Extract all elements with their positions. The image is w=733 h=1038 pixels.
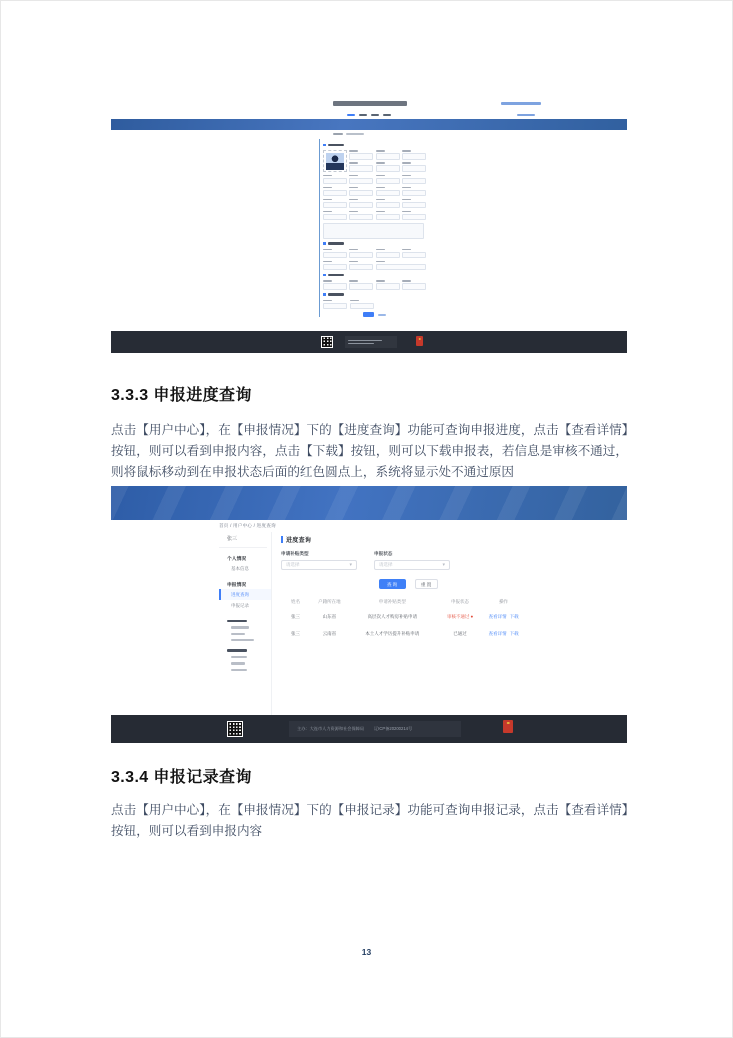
search-button[interactable]: 查询: [379, 579, 406, 589]
form-field[interactable]: [402, 199, 426, 209]
form-field[interactable]: [376, 187, 400, 197]
user-center-sidebar: [219, 532, 272, 715]
form-field[interactable]: [323, 261, 347, 271]
form-field[interactable]: [402, 150, 426, 160]
header-user-links[interactable]: [501, 102, 541, 105]
form-field[interactable]: [350, 300, 374, 310]
form-field[interactable]: [349, 249, 373, 259]
reset-button[interactable]: 重置: [415, 579, 438, 589]
section-body-334: 点击【用户中心】，在【申报情况】下的【申报记录】功能可查询申报记录，点击【查看详情】按钮，则可以看到申报内容: [111, 803, 628, 838]
form-field[interactable]: [376, 162, 400, 172]
cancel-link[interactable]: [378, 314, 386, 316]
submit-button[interactable]: [363, 312, 374, 317]
nav-user-center-link[interactable]: [517, 114, 535, 116]
section-heading-333: 3.3.3 申报进度查询: [111, 387, 252, 404]
status-dot-icon[interactable]: ●: [470, 613, 474, 619]
sidebar-item-declaration-records[interactable]: 申报记录: [231, 602, 249, 608]
sidebar-username: 张三: [219, 532, 267, 548]
form-field[interactable]: [402, 211, 426, 221]
form-textarea[interactable]: [323, 223, 424, 239]
form-section-header: [323, 143, 426, 147]
form-field[interactable]: [376, 199, 400, 209]
app-logo: [333, 101, 407, 106]
form-field[interactable]: [323, 199, 347, 209]
declaration-form: [319, 139, 426, 317]
form-field[interactable]: [376, 249, 400, 259]
sidebar-item-basic-info[interactable]: 基本信息: [231, 565, 249, 571]
nav-item[interactable]: [383, 114, 391, 116]
view-details-link[interactable]: 查看详情: [488, 630, 507, 636]
form-section-header: [323, 293, 426, 297]
section-body-333: 点击【用户中心】，在【申报情况】下的【进度查询】功能可查询申报进度，点击【查看详情】按钮，则可以看到申报内容，点击【下载】按钮，则可以下载申报表，若信息是审核不通过，则将鼠标移动到在申报状态后面的红色圆点上，系统将显示处不通过原因: [111, 423, 628, 479]
sidebar-group-title-placeholder: [227, 620, 247, 623]
sidebar-item-progress-query[interactable]: 进度查询: [219, 589, 271, 600]
form-field[interactable]: [349, 150, 373, 160]
form-field[interactable]: [349, 261, 373, 271]
mini-app-header: [111, 97, 627, 111]
filter-label-status: 申报状态: [374, 551, 393, 556]
hero-banner: [111, 486, 627, 520]
table-header-row: 姓名 户籍所在地 申请补贴类型 申报状态 操作: [291, 599, 509, 604]
breadcrumb: [333, 133, 364, 135]
filter-label-subsidy-type: 申请补贴类型: [281, 551, 309, 556]
national-emblem-icon: [503, 720, 513, 733]
form-field[interactable]: [402, 280, 426, 290]
nav-item[interactable]: [359, 114, 367, 116]
form-field[interactable]: [323, 249, 347, 259]
form-field[interactable]: [349, 162, 373, 172]
mini-app-footer: [111, 715, 627, 743]
id-photo-upload[interactable]: [323, 150, 347, 172]
hero-banner: [111, 119, 627, 130]
form-field[interactable]: [323, 175, 347, 185]
qr-code-icon: [321, 336, 333, 348]
sidebar-item-placeholder[interactable]: [231, 669, 247, 671]
sidebar-item-placeholder[interactable]: [231, 656, 247, 658]
progress-query-panel: [272, 532, 525, 715]
form-section-header: [323, 242, 426, 246]
screenshot-progress-query: [111, 486, 627, 743]
sidebar-item-placeholder[interactable]: [231, 626, 249, 628]
title-accent-bar: [281, 536, 283, 543]
form-field[interactable]: [402, 175, 426, 185]
form-field[interactable]: [323, 187, 347, 197]
status-select[interactable]: 请选择 ▾: [374, 560, 450, 570]
download-link[interactable]: 下载: [509, 613, 519, 619]
qr-code-icon: [227, 721, 243, 737]
portrait-photo: [326, 153, 345, 170]
form-field[interactable]: [349, 280, 373, 290]
status-approved: 已通过: [453, 630, 467, 636]
form-field[interactable]: [376, 211, 400, 221]
form-field[interactable]: [349, 187, 373, 197]
form-field[interactable]: [323, 280, 347, 290]
form-field[interactable]: [402, 162, 426, 172]
form-field[interactable]: [402, 249, 426, 259]
sidebar-group-title: 个人情况: [227, 557, 247, 562]
form-field[interactable]: [376, 150, 400, 160]
section-heading-334: 3.3.4 申报记录查询: [111, 769, 252, 786]
table-row: 张三 山东省 高层次人才购房补贴申请 审核不通过● 查看详情 下载: [291, 613, 519, 619]
status-rejected: 审核不通过●: [446, 613, 474, 619]
footer-info: [289, 721, 461, 737]
mini-app-navbar: [111, 111, 627, 119]
page-number: 13: [361, 947, 372, 957]
form-field[interactable]: [349, 199, 373, 209]
nav-item[interactable]: [347, 114, 355, 116]
form-field[interactable]: [323, 300, 347, 310]
form-field[interactable]: [349, 175, 373, 185]
results-table: [281, 596, 523, 642]
sidebar-group-title-placeholder: [227, 649, 247, 652]
sidebar-item-placeholder[interactable]: [231, 633, 245, 635]
mini-app-footer: [111, 331, 627, 353]
national-emblem-icon: [416, 336, 423, 346]
form-field[interactable]: [376, 175, 400, 185]
chevron-down-icon: ▾: [349, 561, 352, 568]
sidebar-item-placeholder[interactable]: [231, 639, 254, 641]
nav-item[interactable]: [371, 114, 379, 116]
form-field[interactable]: [323, 211, 347, 221]
form-page-body: [111, 130, 627, 331]
form-field-wide[interactable]: [376, 261, 426, 271]
footer-icp-text: 辽ICP备20200214号: [374, 726, 413, 731]
chevron-down-icon: ▾: [442, 561, 445, 568]
breadcrumb[interactable]: 首页 / 用户中心 / 进度查询: [219, 523, 276, 528]
form-field[interactable]: [402, 187, 426, 197]
footer-info: [345, 336, 397, 348]
subsidy-type-select[interactable]: 请选择 ▾: [281, 560, 357, 570]
sidebar-group-title: 申报情况: [227, 583, 247, 589]
panel-title: 进度查询: [286, 538, 312, 544]
sidebar-item-placeholder[interactable]: [231, 662, 245, 664]
screenshot-declaration-form: [111, 97, 627, 353]
form-field[interactable]: [376, 280, 400, 290]
table-row: 张三 云南省 本土人才学历提升补贴申请 已通过 查看详情 下载: [291, 630, 519, 636]
form-section-header: [323, 273, 426, 277]
form-field[interactable]: [349, 211, 373, 221]
download-link[interactable]: 下载: [509, 630, 519, 636]
photo-row: [323, 150, 426, 172]
footer-host-text: 主办：大连市人力资源和社会保障局: [297, 726, 365, 731]
view-details-link[interactable]: 查看详情: [488, 613, 507, 619]
